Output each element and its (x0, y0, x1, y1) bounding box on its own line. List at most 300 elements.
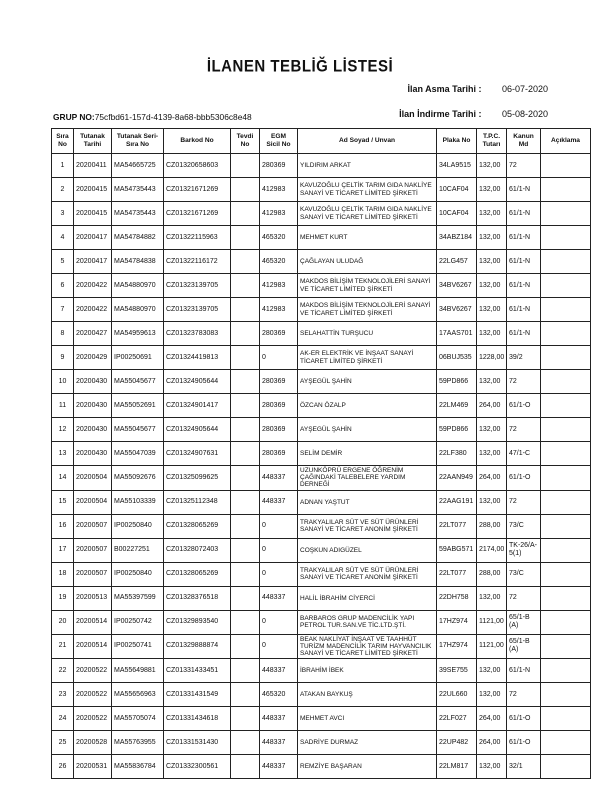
cell-kanun: 61/1-N (507, 226, 541, 250)
cell-egm: 448337 (260, 586, 298, 610)
cell-aciklama (541, 562, 591, 586)
cell-tpc: 132,00 (477, 418, 507, 442)
cell-egm: 448337 (260, 707, 298, 731)
cell-egm: 280369 (260, 154, 298, 178)
cell-aciklama (541, 755, 591, 779)
cell-ad: ÇAĞLAYAN ULUDAĞ (298, 250, 437, 274)
cell-barkod: CZ01325099625 (164, 466, 231, 491)
cell-tarih: 20200429 (74, 346, 112, 370)
cell-plaka: 22AAN949 (437, 466, 477, 491)
cell-ad: MEHMET KURT (298, 226, 437, 250)
cell-barkod: CZ01331434618 (164, 707, 231, 731)
cell-tarih: 20200430 (74, 418, 112, 442)
grup-no (53, 112, 252, 122)
ilan-asma-label: İlan Asma Tarihi : (407, 84, 482, 94)
cell-tpc: 132,00 (477, 442, 507, 466)
cell-kanun: 61/1-O (507, 466, 541, 491)
cell-kanun: 61/1-N (507, 659, 541, 683)
cell-plaka: 22UP482 (437, 731, 477, 755)
header-tevdi-2: No (240, 141, 250, 148)
cell-egm: 465320 (260, 226, 298, 250)
cell-tarih: 20200507 (74, 538, 112, 562)
ilan-asma-tarihi (407, 84, 548, 94)
cell-tevdi (231, 298, 260, 322)
table-row (52, 250, 591, 274)
cell-ad: TRAKYALILAR SÜT VE SÜT ÜRÜNLERİ SANAYİ VE TİCARET ANONİM ŞİRKETİ (298, 562, 437, 586)
table-row (52, 442, 591, 466)
cell-barkod: CZ01322116172 (164, 250, 231, 274)
cell-sira: 17 (52, 538, 74, 562)
cell-aciklama (541, 274, 591, 298)
cell-tevdi (231, 634, 260, 659)
cell-plaka: 22AAG191 (437, 490, 477, 514)
cell-tpc: 132,00 (477, 202, 507, 226)
cell-tevdi (231, 250, 260, 274)
cell-plaka: 59ABG571 (437, 538, 477, 562)
header-egm (260, 129, 298, 154)
table-header-row (52, 129, 591, 154)
header-aciklama: Açıklama (541, 129, 591, 154)
cell-tarih: 20200430 (74, 394, 112, 418)
cell-tpc: 132,00 (477, 370, 507, 394)
cell-aciklama (541, 202, 591, 226)
cell-plaka: 17HZ974 (437, 634, 477, 659)
cell-tevdi (231, 538, 260, 562)
cell-egm: 412983 (260, 178, 298, 202)
table-row (52, 178, 591, 202)
cell-barkod: CZ01332300561 (164, 755, 231, 779)
cell-aciklama (541, 490, 591, 514)
cell-tpc: 2174,00 (477, 538, 507, 562)
cell-ad: MAKDOS BİLİŞİM TEKNOLOJİLERİ SANAYİ VE TİCARET LİMİTED ŞİRKETİ (298, 274, 437, 298)
cell-ad: KAVUZOĞLU ÇELTİK TARIM GIDA NAKLİYE SANAYİ VE TİCARET LİMİTED ŞİRKETİ (298, 202, 437, 226)
cell-barkod: CZ01323139705 (164, 298, 231, 322)
cell-tpc: 132,00 (477, 683, 507, 707)
table-row (52, 274, 591, 298)
cell-egm: 280369 (260, 442, 298, 466)
cell-plaka: 22LF380 (437, 442, 477, 466)
cell-kanun: 39/2 (507, 346, 541, 370)
cell-egm: 280369 (260, 418, 298, 442)
cell-barkod: CZ01321671269 (164, 202, 231, 226)
cell-aciklama (541, 322, 591, 346)
ilan-indirme-value: 05-08-2020 (501, 109, 548, 119)
cell-tpc: 1121,00 (477, 634, 507, 659)
ilan-indirme-tarihi (399, 109, 548, 119)
cell-seri: MA55052691 (112, 394, 164, 418)
cell-egm: 448337 (260, 659, 298, 683)
cell-sira: 25 (52, 731, 74, 755)
cell-aciklama (541, 634, 591, 659)
cell-sira: 24 (52, 707, 74, 731)
cell-seri: B00227251 (112, 538, 164, 562)
cell-kanun: 72 (507, 683, 541, 707)
grup-label: GRUP NO: (53, 112, 95, 122)
cell-tarih: 20200504 (74, 490, 112, 514)
header-tpc (477, 129, 507, 154)
cell-barkod: CZ01331431549 (164, 683, 231, 707)
table-row (52, 659, 591, 683)
cell-ad: HALİL İBRAHİM CİYERCİ (298, 586, 437, 610)
cell-kanun: TK-26/A-5(1) (507, 538, 541, 562)
header-kanun (507, 129, 541, 154)
cell-ad: SADRİYE DURMAZ (298, 731, 437, 755)
cell-aciklama (541, 226, 591, 250)
cell-tarih: 20200504 (74, 466, 112, 491)
cell-tarih: 20200507 (74, 514, 112, 538)
header-tpc-1: T.P.C. (482, 133, 501, 140)
table-row (52, 755, 591, 779)
cell-aciklama (541, 707, 591, 731)
header-plaka: Plaka No (437, 129, 477, 154)
cell-seri: MA54735443 (112, 202, 164, 226)
cell-barkod: CZ01321671269 (164, 178, 231, 202)
cell-aciklama (541, 442, 591, 466)
cell-kanun: 61/1-N (507, 202, 541, 226)
cell-tarih: 20200422 (74, 298, 112, 322)
cell-plaka: 22UL660 (437, 683, 477, 707)
cell-tevdi (231, 490, 260, 514)
cell-tevdi (231, 514, 260, 538)
cell-tpc: 1228,00 (477, 346, 507, 370)
cell-seri: MA55705074 (112, 707, 164, 731)
cell-plaka: 22LM817 (437, 755, 477, 779)
cell-egm: 0 (260, 538, 298, 562)
table-row (52, 322, 591, 346)
grup-value: 75cfbd61-157d-4139-8a68-bbb5306c8e48 (94, 112, 252, 122)
header-sira (52, 129, 74, 154)
table-body (52, 154, 591, 779)
cell-barkod: CZ01324907631 (164, 442, 231, 466)
table-row (52, 370, 591, 394)
cell-barkod: CZ01324419813 (164, 346, 231, 370)
cell-ad: İBRAHİM İBEK (298, 659, 437, 683)
cell-tevdi (231, 442, 260, 466)
cell-kanun: 61/1-O (507, 731, 541, 755)
cell-tarih: 20200514 (74, 610, 112, 634)
cell-aciklama (541, 250, 591, 274)
cell-tpc: 132,00 (477, 250, 507, 274)
cell-egm: 280369 (260, 394, 298, 418)
cell-seri: MA55047039 (112, 442, 164, 466)
header-sira-2: No (58, 141, 67, 148)
cell-barkod: CZ01329893540 (164, 610, 231, 634)
cell-ad: MAKDOS BİLİŞİM TEKNOLOJİLERİ SANAYİ VE TİCARET LİMİTED ŞİRKETİ (298, 298, 437, 322)
header-egm-2: Sicil No (266, 141, 291, 148)
cell-sira: 15 (52, 490, 74, 514)
cell-kanun: 61/1-O (507, 707, 541, 731)
table-row (52, 683, 591, 707)
cell-seri: MA55656963 (112, 683, 164, 707)
cell-plaka: 34ABZ184 (437, 226, 477, 250)
cell-barkod: CZ01323139705 (164, 274, 231, 298)
cell-aciklama (541, 586, 591, 610)
header-ad-soyad: Ad Soyad / Unvan (298, 129, 437, 154)
header-barkod: Barkod No (164, 129, 231, 154)
cell-tevdi (231, 683, 260, 707)
cell-plaka: 59PD866 (437, 370, 477, 394)
cell-ad: SELİM DEMİR (298, 442, 437, 466)
cell-tevdi (231, 178, 260, 202)
cell-seri: MA55092676 (112, 466, 164, 491)
cell-plaka: 10CAF04 (437, 178, 477, 202)
cell-egm: 0 (260, 514, 298, 538)
cell-seri: MA54784882 (112, 226, 164, 250)
cell-seri: MA54784838 (112, 250, 164, 274)
header-kanun-1: Kanun (513, 133, 534, 140)
table-row (52, 634, 591, 659)
cell-ad: AYŞEGÜL ŞAHİN (298, 370, 437, 394)
table-row (52, 466, 591, 491)
cell-kanun: 72 (507, 418, 541, 442)
cell-plaka: 17HZ974 (437, 610, 477, 634)
cell-seri: IP00250742 (112, 610, 164, 634)
cell-tpc: 132,00 (477, 490, 507, 514)
header-tutanak-seri-1: Tutanak Seri- (116, 133, 159, 140)
cell-tpc: 1121,00 (477, 610, 507, 634)
cell-egm: 280369 (260, 322, 298, 346)
cell-tevdi (231, 274, 260, 298)
cell-tpc: 132,00 (477, 298, 507, 322)
cell-tarih: 20200417 (74, 226, 112, 250)
cell-sira: 12 (52, 418, 74, 442)
header-sira-1: Sıra (56, 133, 69, 140)
ilan-asma-value: 06-07-2020 (501, 84, 548, 94)
cell-barkod: CZ01328376518 (164, 586, 231, 610)
cell-ad: REMZİYE BAŞARAN (298, 755, 437, 779)
cell-barkod: CZ01331531430 (164, 731, 231, 755)
cell-aciklama (541, 466, 591, 491)
cell-tevdi (231, 394, 260, 418)
cell-sira: 16 (52, 514, 74, 538)
cell-plaka: 22DH758 (437, 586, 477, 610)
cell-tpc: 132,00 (477, 586, 507, 610)
cell-ad: MEHMET AVCI (298, 707, 437, 731)
cell-ad: KAVUZOĞLU ÇELTİK TARIM GIDA NAKLİYE SANAYİ VE TİCARET LİMİTED ŞİRKETİ (298, 178, 437, 202)
cell-seri: MA55763955 (112, 731, 164, 755)
cell-seri: IP00250840 (112, 514, 164, 538)
cell-tevdi (231, 659, 260, 683)
cell-plaka: 34BV6267 (437, 298, 477, 322)
cell-aciklama (541, 731, 591, 755)
cell-egm: 448337 (260, 731, 298, 755)
table-row (52, 202, 591, 226)
cell-tevdi (231, 562, 260, 586)
table-row (52, 610, 591, 634)
cell-egm: 0 (260, 610, 298, 634)
cell-kanun: 72 (507, 370, 541, 394)
cell-sira: 23 (52, 683, 74, 707)
cell-seri: MA54959613 (112, 322, 164, 346)
header-tevdi-1: Tevdi (236, 133, 254, 140)
table-row (52, 707, 591, 731)
cell-tpc: 288,00 (477, 562, 507, 586)
cell-aciklama (541, 683, 591, 707)
cell-tarih: 20200528 (74, 731, 112, 755)
cell-tarih: 20200430 (74, 370, 112, 394)
cell-tarih: 20200427 (74, 322, 112, 346)
cell-kanun: 72 (507, 586, 541, 610)
cell-tpc: 132,00 (477, 659, 507, 683)
cell-plaka: 34BV6267 (437, 274, 477, 298)
cell-ad: YILDIRIM ARKAT (298, 154, 437, 178)
cell-tpc: 264,00 (477, 466, 507, 491)
cell-seri: MA54735443 (112, 178, 164, 202)
cell-tpc: 132,00 (477, 178, 507, 202)
cell-seri: MA55103339 (112, 490, 164, 514)
cell-kanun: 61/1-N (507, 250, 541, 274)
cell-barkod: CZ01331433451 (164, 659, 231, 683)
cell-sira: 4 (52, 226, 74, 250)
table-row (52, 346, 591, 370)
cell-plaka: 22LT077 (437, 514, 477, 538)
cell-ad: SELAHATTİN TURŞUCU (298, 322, 437, 346)
cell-sira: 1 (52, 154, 74, 178)
cell-seri: MA55045677 (112, 418, 164, 442)
cell-barkod: CZ01329888874 (164, 634, 231, 659)
cell-egm: 412983 (260, 298, 298, 322)
cell-ad: TRAKYALILAR SÜT VE SÜT ÜRÜNLERİ SANAYİ VE TİCARET ANONİM ŞİRKETİ (298, 514, 437, 538)
cell-seri: IP00250691 (112, 346, 164, 370)
cell-sira: 11 (52, 394, 74, 418)
cell-egm: 412983 (260, 202, 298, 226)
cell-seri: MA55397599 (112, 586, 164, 610)
cell-kanun: 61/1-N (507, 298, 541, 322)
table-row (52, 394, 591, 418)
header-tpc-2: Tutarı (482, 141, 501, 148)
cell-plaka: 34LA9515 (437, 154, 477, 178)
cell-egm: 280369 (260, 370, 298, 394)
cell-tpc: 132,00 (477, 274, 507, 298)
cell-seri: MA55045677 (112, 370, 164, 394)
header-tutanak-seri-2: Sıra No (125, 141, 150, 148)
cell-aciklama (541, 346, 591, 370)
document-title: İLANEN TEBLİĞ LİSTESİ (206, 57, 394, 76)
cell-plaka: 10CAF04 (437, 202, 477, 226)
cell-egm: 412983 (260, 274, 298, 298)
cell-barkod: CZ01324901417 (164, 394, 231, 418)
cell-sira: 10 (52, 370, 74, 394)
table-row (52, 731, 591, 755)
table-row (52, 226, 591, 250)
cell-kanun: 72 (507, 154, 541, 178)
cell-seri: MA55649881 (112, 659, 164, 683)
cell-tevdi (231, 610, 260, 634)
cell-tpc: 288,00 (477, 514, 507, 538)
cell-sira: 3 (52, 202, 74, 226)
table-row (52, 562, 591, 586)
cell-aciklama (541, 610, 591, 634)
cell-plaka: 22LF027 (437, 707, 477, 731)
header-tutanak-seri (112, 129, 164, 154)
cell-egm: 465320 (260, 683, 298, 707)
cell-egm: 448337 (260, 466, 298, 491)
cell-plaka: 22LT077 (437, 562, 477, 586)
cell-tpc: 264,00 (477, 707, 507, 731)
cell-tevdi (231, 346, 260, 370)
cell-sira: 19 (52, 586, 74, 610)
cell-kanun: 61/1-N (507, 274, 541, 298)
cell-tarih: 20200422 (74, 274, 112, 298)
cell-egm: 448337 (260, 490, 298, 514)
cell-seri: IP00250741 (112, 634, 164, 659)
cell-tpc: 264,00 (477, 731, 507, 755)
cell-aciklama (541, 370, 591, 394)
cell-seri: MA54880970 (112, 298, 164, 322)
cell-aciklama (541, 659, 591, 683)
header-tutanak-tarihi-2: Tarihi (83, 141, 102, 148)
cell-tevdi (231, 154, 260, 178)
cell-barkod: CZ01324905644 (164, 418, 231, 442)
cell-tevdi (231, 226, 260, 250)
cell-kanun: 32/1 (507, 755, 541, 779)
cell-tevdi (231, 586, 260, 610)
cell-seri: MA55836784 (112, 755, 164, 779)
cell-egm: 448337 (260, 755, 298, 779)
cell-barkod: CZ01323783083 (164, 322, 231, 346)
cell-tarih: 20200411 (74, 154, 112, 178)
cell-sira: 14 (52, 466, 74, 491)
cell-aciklama (541, 538, 591, 562)
cell-sira: 22 (52, 659, 74, 683)
cell-aciklama (541, 418, 591, 442)
cell-tevdi (231, 707, 260, 731)
cell-sira: 21 (52, 634, 74, 659)
cell-kanun: 61/1-N (507, 322, 541, 346)
cell-seri: IP00250840 (112, 562, 164, 586)
cell-ad: AYŞEGÜL ŞAHİN (298, 418, 437, 442)
cell-ad: ATAKAN BAYKUŞ (298, 683, 437, 707)
cell-tarih: 20200522 (74, 683, 112, 707)
cell-kanun: 65/1-B (A) (507, 610, 541, 634)
cell-sira: 26 (52, 755, 74, 779)
header-tutanak-tarihi (74, 129, 112, 154)
cell-tevdi (231, 418, 260, 442)
table-row (52, 514, 591, 538)
cell-tarih: 20200513 (74, 586, 112, 610)
cell-plaka: 39SE755 (437, 659, 477, 683)
cell-tpc: 132,00 (477, 755, 507, 779)
cell-ad: BEAK NAKLİYAT İNŞAAT VE TAAHHÜT TURİZM MADENCİLİK TARIM HAYVANCILIK SANAYİ VE TİCARET LİMİTED ŞİRKETİ (298, 634, 437, 659)
cell-tarih: 20200417 (74, 250, 112, 274)
cell-kanun: 61/1-N (507, 178, 541, 202)
cell-barkod: CZ01324905644 (164, 370, 231, 394)
cell-barkod: CZ01320658603 (164, 154, 231, 178)
cell-barkod: CZ01328065269 (164, 562, 231, 586)
cell-plaka: 06BUJ535 (437, 346, 477, 370)
cell-barkod: CZ01322115963 (164, 226, 231, 250)
cell-tarih: 20200531 (74, 755, 112, 779)
header-egm-1: EGM (270, 133, 287, 140)
cell-seri: MA54880970 (112, 274, 164, 298)
table-row (52, 154, 591, 178)
cell-tarih: 20200415 (74, 178, 112, 202)
cell-plaka: 59PD866 (437, 418, 477, 442)
cell-tarih: 20200522 (74, 659, 112, 683)
cell-sira: 20 (52, 610, 74, 634)
cell-tevdi (231, 370, 260, 394)
table-row (52, 418, 591, 442)
cell-aciklama (541, 394, 591, 418)
cell-tpc: 264,00 (477, 394, 507, 418)
header-tevdi (231, 129, 260, 154)
cell-tevdi (231, 466, 260, 491)
cell-ad: UZUNKÖPRÜ ERGENE ÖĞRENİM ÇAĞINDAKİ TALEBELERE YARDIM DERNEĞİ (298, 466, 437, 491)
cell-plaka: 22LM469 (437, 394, 477, 418)
cell-sira: 7 (52, 298, 74, 322)
cell-egm: 0 (260, 562, 298, 586)
cell-sira: 18 (52, 562, 74, 586)
